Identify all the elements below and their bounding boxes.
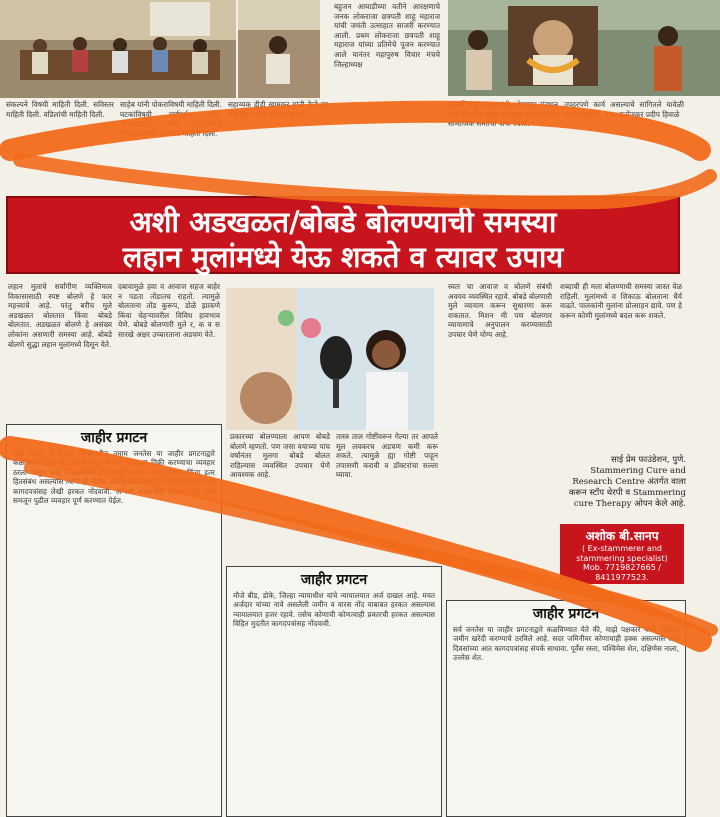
notice-right-title: जाहीर प्रगटन (532, 606, 600, 622)
child-mirror-photo (226, 288, 434, 430)
meeting-photo-2-image (238, 0, 320, 98)
headline-line-1: अशी अडखळत/बोबडे बोलण्याची समस्या (129, 205, 557, 239)
article-top-mid-text: साहेब यांनी पोकराविषयी माहिती दिली. घटकांविषयी मार्गदर्शन केले. श्री.जगताप यांनी मनुष्यबळ विकासाविषयी सविस्तर माहिती दिली. (120, 100, 222, 138)
author-box (560, 524, 684, 584)
notice-middle (226, 566, 442, 817)
article-top-right2-text: उपदरपणे कार्य असल्याचे सांगितले यावेळी प्रकाश ढाकणे, पवन करोंजकर प्रदीप हिवाळे (564, 100, 684, 119)
notice-right (446, 600, 686, 817)
article-top-left-text: संकल्पने विषयी माहिती दिली. सविस्तर माहिती दिली. वडिलांची माहिती दिली. (6, 100, 114, 119)
notice-left-body: बीड जिल्हा व येथील परिसरातील तमाम जनतेस या जाहीर प्रगटनाद्वारे कळविण्यात येते की, खाली नमूद केलेली मिळकत विक्री करण्याचा व्यवहार ठरला असून सदर मिळकतीवर कोणाचाही हक्क, बोजा, तारण किंवा इतर हितसंबंध असल्यास त्यांनी ही नोटीस प्रसिद्ध झाल्यापासून सात दिवसांच्या आत कागदपत्रांसह लेखी हरकत नोंदवावी. अन्यथा कोणाचीही हरकत नाही असे समजून पुढील व्यवहार पूर्ण करण्यात येईल. (13, 449, 215, 506)
article-column-2: दबावामुळे हवा व आवाज सहज बाहेर न पडता तोंडातच राहतो. त्यामुळे बोलताना तोंड कुरूप, डोळे झाकणे किंवा चेहऱ्यावरील विविध हावभाव येणे. बोबडे बोलणारी मुले र, क व स सारखे अक्षर उच्चारताना अडचण येते. (118, 282, 220, 339)
child-mirror-photo-image (226, 288, 434, 430)
article-column-3: प्रकारच्या बोलण्याला आपण बोबडे बोलणे म्हणतो. पण जसा वयाच्या पाच वर्षांनंतर मुलगा बोबडे बोलत राहिल्यास व्यवस्थित उपचार घेणे आवश्यक आहे. (230, 432, 330, 480)
headline-line-2: लहान मुलांमध्ये येऊ शकते व त्यावर उपाय (122, 240, 564, 274)
author-name: अशोक बी.सानप (585, 529, 659, 543)
portrait-photo-image (448, 0, 720, 96)
headline-banner (6, 196, 680, 274)
notice-left (6, 424, 222, 817)
article-top-mid2-text: सहाय्यक डीडी खामकर यांनी केले तर बोर्डे मॅडम यांनी आभार मानले. (228, 100, 328, 119)
article-top-col4-text: बहुजन आघाडीच्या वतीने आरक्षणाचे जनक लोकराजा छत्रपती शाहू महाराज यांची जयंती उत्साहात साजरी करण्यात आली. प्रथम लोकराजा छत्रपती शाहू महाराज यांच्या प्रतिमेचे पूजन करण्यात आले यानंतर महापुरुष विचार मंचचे जिल्हाध्यक्ष (334, 2, 440, 69)
notice-middle-title: जाहीर प्रगटन (300, 572, 368, 588)
author-phone: Mob. 7719827665 / 8411977523. (582, 563, 662, 582)
article-column-4: तास्त्र ताल गोष्टींवरून गेल्या तर आपले मूल लवकरच अडचण कमी करू शकते. त्यामुळे ह्या गोष्टी पाहून तपासणी करावी व डॉक्टरांचा सल्ला घ्यावा. (336, 432, 438, 480)
notice-middle-body: मौजे बीड, डोके, जिल्हा न्यायाधीश यांचे न्यायालयात अर्ज दाखल आहे. मयत अर्जदार यांच्या नावे असलेली जमीन व वारस नोंद याबाबत हरकत असल्यास न्यायालयात हजर रहावे. तसेच कोणाची कोणत्याही प्रकारची हरकत असल्यास विहित मुदतीत कागदपत्रांसह नोंदवावी. (233, 591, 435, 629)
notice-right-body: सर्व जनतेस या जाहीर प्रगटनाद्वारे कळविण्यात येते की, माझे पक्षकार यांनी खालील जमीन खरेदी करण्याचे ठरविले आहे. सदर जमिनीवर कोणाचाही हक्क असल्यास सात दिवसांच्या आत कागदपत्रांसह संपर्क साधावा. पूर्वेस रस्ता, पश्चिमेस शेत, दक्षिणेस नाला, उत्तरेस शेत. (453, 625, 679, 663)
notice-left-title: जाहीर प्रगटन (80, 430, 148, 446)
meeting-photo-2 (238, 0, 320, 98)
organization-note: साई प्रेम फाउंडेशन, पुणे. Stammering Cure and Research Centre अंतर्गत वाला करून स्टॉप थेरपी व Stammering cure Therapy ओपन केले आहे. (568, 455, 686, 509)
meeting-photo-3 (166, 0, 236, 40)
article-top-right-text: राजर्षी शाहू महाराजांनी कोल्हापूर संस्थान मध्ये देशातले पहिले आरक्षण जाहीर करून सामाजिक समतेचा पाया रचला. (448, 100, 558, 129)
portrait-photo (448, 0, 720, 96)
article-column-1: लहान मुलाचे सर्वांगीण व्यक्तिमत्व विकासासाठी स्पष्ट बोलणे हे फार महत्त्वाचे आहे. परंतु बरीच मुले अडखळत बोलतात किंवा बोबडे बोलतात. अडखळत बोलणे हे असंख्य लोकांना असणारी समस्या आहे. बोबडे बोलणे सुद्धा लहान मुलांमध्ये दिसून येते. (8, 282, 112, 349)
article-column-5: स्वतः चा आवाज व बोलणे संबंधी अवयव व्यवस्थित रहावे. बोबडे बोलणारी मुले व्यायाम करून सुधारणा करू शकतात. मिशन मी पण बोलणार व्यायामाचे अनुपालन करण्यासाठी उपचार घेणे योग्य आहे. (448, 282, 552, 339)
article-column-6: शब्दाची ही मला बोलण्याची समस्या जास्त वेळ राहिली. मुलांमध्ये व शिकाऊ बोलताना धैर्य वाढते. पालकांनी मुलांना प्रोत्साहन द्यावे. पण हे करून कोणी मुलांमध्ये बदल करू शकते. (560, 282, 682, 320)
author-designation: ( Ex-stammerer and stammering specialist) (576, 544, 668, 563)
